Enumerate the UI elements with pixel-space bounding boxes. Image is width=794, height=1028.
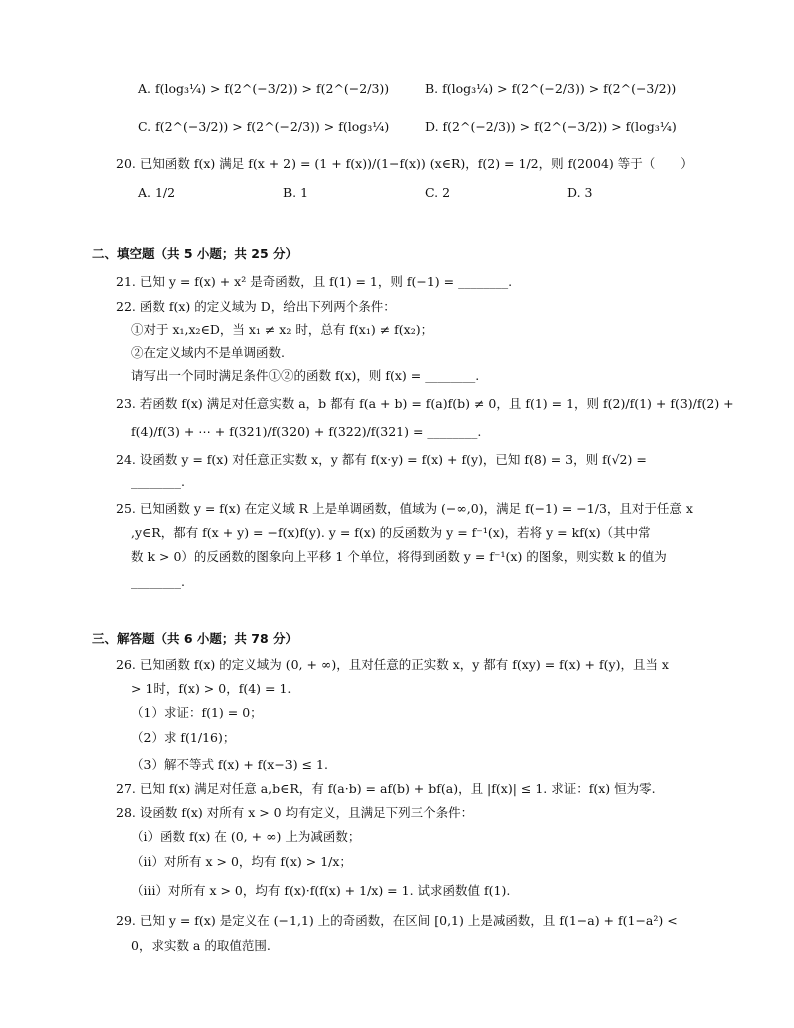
q26-line-1: 26. 已知函数 f(x) 的定义域为 (0, + ∞)，且对任意的正实数 x，y 都有 f(xy) = f(x) + f(y)，且当 x	[116, 657, 669, 672]
q22-line-2: ①对于 x₁,x₂∈D，当 x₁ ≠ x₂ 时，总有 f(x₁) ≠ f(x₂)；	[131, 322, 434, 337]
q20-stem: 20. 已知函数 f(x) 满足 f(x + 2) = (1 + f(x))/(1−f(x)) (x∈R)，f(2) = 1/2，则 f(2004) 等于（ ）	[116, 156, 693, 171]
q22-line-4: 请写出一个同时满足条件①②的函数 f(x)，则 f(x) = ________.	[131, 368, 480, 383]
q28-line-4: （ⅲ）对所有 x > 0，均有 f(x)·f(f(x) + 1/x) = 1. 试求函数值 f(1).	[131, 883, 511, 898]
q24-line-1: 24. 设函数 y = f(x) 对任意正实数 x，y 都有 f(x·y) = f(x) + f(y)，已知 f(8) = 3，则 f(√2) =	[116, 452, 647, 467]
q19-option-b: B. f(log₃¼) > f(2^(−2/3)) > f(2^(−3/2))	[425, 81, 677, 96]
q20-option-c: C. 2	[425, 185, 451, 200]
q26-line-4: （2）求 f(1/16)；	[131, 730, 236, 745]
q26-line-5: （3）解不等式 f(x) + f(x−3) ≤ 1.	[131, 757, 328, 772]
q25-line-4: ________.	[131, 574, 185, 589]
q27: 27. 已知 f(x) 满足对任意 a,b∈R，有 f(a·b) = af(b) + bf(a)，且 |f(x)| ≤ 1. 求证：f(x) 恒为零.	[116, 781, 656, 796]
q29-line-1: 29. 已知 y = f(x) 是定义在 (−1,1) 上的奇函数，在区间 [0,1) 上是减函数，且 f(1−a) + f(1−a²) <	[116, 913, 678, 928]
q22-line-3: ②在定义域内不是单调函数.	[131, 345, 285, 360]
q20-option-a: A. 1/2	[138, 185, 176, 200]
q19-option-a: A. f(log₃¼) > f(2^(−3/2)) > f(2^(−2/3))	[138, 81, 390, 96]
q23-line-2: f(4)/f(3) + ⋯ + f(321)/f(320) + f(322)/f(321) = ________.	[131, 424, 482, 439]
q28-line-1: 28. 设函数 f(x) 对所有 x > 0 均有定义，且满足下列三个条件：	[116, 805, 474, 820]
q21: 21. 已知 y = f(x) + x² 是奇函数，且 f(1) = 1，则 f(−1) = ________.	[116, 274, 513, 289]
q25-line-1: 25. 已知函数 y = f(x) 在定义域 R 上是单调函数，值域为 (−∞,0)，满足 f(−1) = −1/3，且对于任意 x	[116, 501, 693, 516]
q28-line-2: （ⅰ）函数 f(x) 在 (0, + ∞) 上为减函数；	[131, 829, 361, 844]
q25-line-3: 数 k > 0）的反函数的图象向上平移 1 个单位，将得到函数 y = f⁻¹(x) 的图象，则实数 k 的值为	[131, 549, 667, 564]
section-2-title: 二、填空题（共 5 小题；共 25 分）	[92, 246, 299, 261]
q26-line-3: （1）求证：f(1) = 0；	[131, 705, 263, 720]
q20-option-d: D. 3	[567, 185, 593, 200]
q25-line-2: ,y∈R，都有 f(x + y) = −f(x)f(y). y = f(x) 的反函数为 y = f⁻¹(x)，若将 y = kf(x)（其中常	[131, 525, 651, 540]
q24-line-2: ________.	[131, 474, 185, 489]
q19-option-d: D. f(2^(−2/3)) > f(2^(−3/2)) > f(log₃¼)	[425, 119, 677, 134]
q19-option-c: C. f(2^(−3/2)) > f(2^(−2/3)) > f(log₃¼)	[138, 119, 390, 134]
q26-line-2: > 1时，f(x) > 0，f(4) = 1.	[131, 681, 292, 696]
q29-line-2: 0，求实数 a 的取值范围.	[131, 938, 271, 953]
q28-line-3: （ⅱ）对所有 x > 0，均有 f(x) > 1/x；	[131, 854, 352, 869]
q22-line-1: 22. 函数 f(x) 的定义域为 D，给出下列两个条件：	[116, 299, 396, 314]
q23-line-1: 23. 若函数 f(x) 满足对任意实数 a，b 都有 f(a + b) = f(a)f(b) ≠ 0，且 f(1) = 1，则 f(2)/f(1) + f(3)/f(2) +	[116, 396, 734, 411]
section-3-title: 三、解答题（共 6 小题；共 78 分）	[92, 631, 299, 646]
q20-option-b: B. 1	[283, 185, 309, 200]
